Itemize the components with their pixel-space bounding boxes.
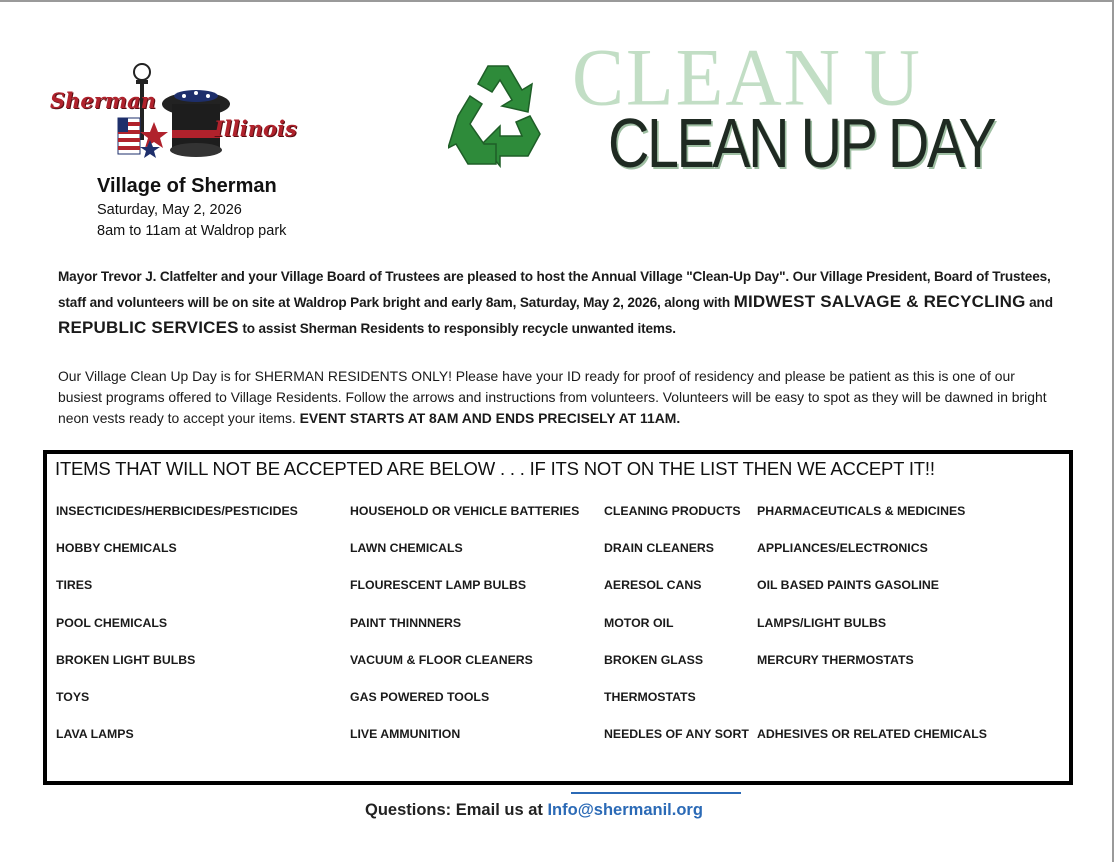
list-item: HOBBY CHEMICALS <box>56 541 177 556</box>
list-item: LAWN CHEMICALS <box>350 541 463 556</box>
list-item: TOYS <box>56 689 90 704</box>
intro-text-2: to assist Sherman Residents to responsibly recycle unwanted items. <box>238 321 676 336</box>
list-item: ADHESIVES OR RELATED CHEMICALS <box>757 727 988 742</box>
items-column-3 <box>604 500 749 760</box>
banner-title: CLEAN UP DAY <box>608 104 995 182</box>
questions-label: Questions: Email us at <box>365 801 548 819</box>
contact-footer <box>365 801 703 820</box>
contact-email-link[interactable]: Info@shermanil.org <box>547 801 703 819</box>
list-item: CLEANING PRODUCTS <box>604 504 741 518</box>
recycle-icon <box>448 60 544 168</box>
logo-word-illinois: Illinois <box>214 116 297 141</box>
list-item: VACUUM & FLOOR CLEANERS <box>350 652 533 667</box>
list-item: AERESOL CANS <box>604 578 702 593</box>
list-item: INSECTICIDES/HERBICIDES/PESTICIDES <box>56 504 298 518</box>
village-header <box>97 172 286 242</box>
list-item: MERCURY THERMOSTATS <box>757 652 914 667</box>
list-item: PAINT THINNNERS <box>350 615 462 630</box>
list-item: BROKEN LIGHT BULBS <box>56 652 196 667</box>
intro-text-1: Mayor Trevor J. Clatfelter and your Village Board of Trustees are pleased to host the Annual Village "Clean-Up Day". Our Village President, Board of Trustees, staff and volunteers will be on site at Waldrop Park bright and early 8am, Saturday, May 2, 2026, along with <box>58 269 1051 310</box>
village-title: Village of Sherman <box>97 175 277 197</box>
event-time-place: 8am to 11am at Waldrop park <box>97 223 287 239</box>
list-item: FLOURESCENT LAMP BULBS <box>350 578 527 593</box>
intro-paragraph <box>58 264 1058 341</box>
list-item: APPLIANCES/ELECTRONICS <box>757 541 928 556</box>
list-item: OIL BASED PAINTS GASOLINE <box>757 578 939 593</box>
company-republic-services: REPUBLIC SERVICES <box>58 318 239 337</box>
list-item: PHARMACEUTICALS & MEDICINES <box>757 504 966 518</box>
list-item: POOL CHEMICALS <box>56 615 168 630</box>
items-column-4 <box>757 500 987 760</box>
logo-word-sherman: Sherman <box>50 88 156 113</box>
list-item: MOTOR OIL <box>604 615 674 630</box>
list-item: TIRES <box>56 578 93 593</box>
items-column-1 <box>56 500 298 760</box>
intro-and: and <box>1025 295 1053 310</box>
banner-ghost-title: CLEAN U <box>572 31 922 123</box>
list-item: DRAIN CLEANERS <box>604 541 714 556</box>
list-item: HOUSEHOLD OR VEHICLE BATTERIES <box>350 504 580 518</box>
list-item: LAMPS/LIGHT BULBS <box>757 615 887 630</box>
list-item: LIVE AMMUNITION <box>350 727 461 742</box>
event-date: Saturday, May 2, 2026 <box>97 202 242 218</box>
event-hours-emphasis: EVENT STARTS AT 8AM AND ENDS PRECISELY AT 11AM. <box>299 410 681 426</box>
sherman-logo <box>46 60 296 178</box>
residents-text: Our Village Clean Up Day is for SHERMAN RESIDENTS ONLY! Please have your ID ready for proof of residency and please be patient as this is one of our busiest programs offered to Village Residents. Follow the arrows and instructions from volunteers. Volunteers will be easy to spot as they will be dawned in bright neon vests ready to accept your items. <box>58 368 1047 426</box>
residents-paragraph <box>58 366 1062 429</box>
not-accepted-heading: ITEMS THAT WILL NOT BE ACCEPTED ARE BELOW . . . IF ITS NOT ON THE LIST THEN WE ACCEPT IT!! <box>55 458 935 479</box>
list-item: LAVA LAMPS <box>56 727 134 742</box>
items-column-2 <box>350 500 579 760</box>
list-item: GAS POWERED TOOLS <box>350 689 490 704</box>
page-border-top <box>0 0 1114 2</box>
list-item: THERMOSTATS <box>604 689 696 704</box>
company-midwest-salvage: MIDWEST SALVAGE & RECYCLING <box>733 292 1026 311</box>
list-item <box>757 686 987 723</box>
email-underline <box>571 792 741 794</box>
list-item: NEEDLES OF ANY SORT <box>604 727 749 742</box>
list-item: BROKEN GLASS <box>604 652 704 667</box>
